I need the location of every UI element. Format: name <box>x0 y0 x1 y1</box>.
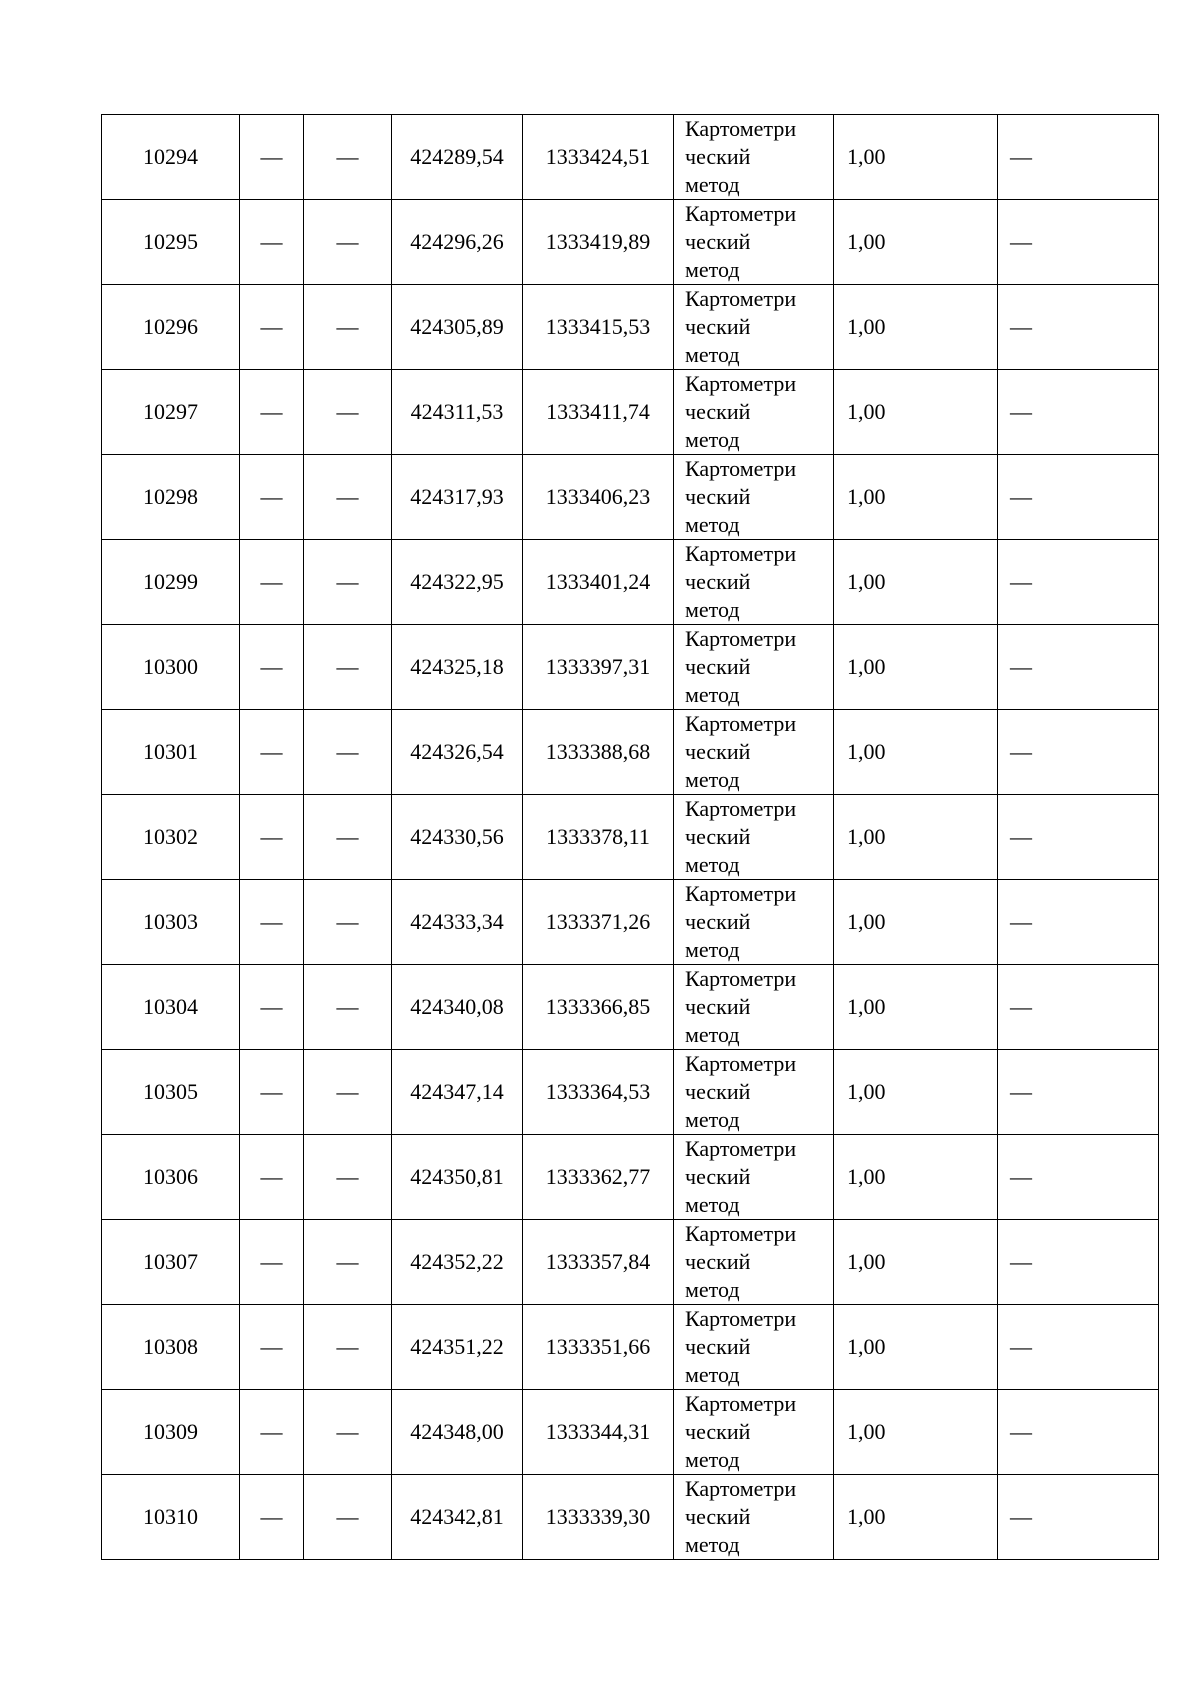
method-text-line: ческий <box>685 1504 751 1529</box>
point-number-cell: 10304 <box>102 965 240 1050</box>
table-row <box>102 880 1159 965</box>
method-text-line: ческий <box>685 569 751 594</box>
method-text-line: Картометри <box>685 456 797 481</box>
dash-cell: — <box>240 965 304 1050</box>
table-row <box>102 200 1159 285</box>
y-coordinate-cell: 1333411,74 <box>523 370 674 455</box>
dash-cell: — <box>240 455 304 540</box>
dash-cell: — <box>304 710 392 795</box>
method-cell <box>674 710 834 795</box>
dash-cell: — <box>998 1220 1159 1305</box>
dash-cell: — <box>304 370 392 455</box>
dash-cell: — <box>304 1475 392 1560</box>
point-number-cell: 10305 <box>102 1050 240 1135</box>
method-text-line: метод <box>685 597 740 622</box>
method-text-line: метод <box>685 937 740 962</box>
dash-cell: — <box>998 455 1159 540</box>
method-cell <box>674 285 834 370</box>
accuracy-cell: 1,00 <box>834 1135 998 1220</box>
method-text-line: метод <box>685 1447 740 1472</box>
dash-cell: — <box>998 200 1159 285</box>
x-coordinate-cell: 424351,22 <box>392 1305 523 1390</box>
dash-cell: — <box>998 115 1159 200</box>
method-text-line: ческий <box>685 314 751 339</box>
y-coordinate-cell: 1333371,26 <box>523 880 674 965</box>
x-coordinate-cell: 424317,93 <box>392 455 523 540</box>
x-coordinate-cell: 424311,53 <box>392 370 523 455</box>
dash-cell: — <box>304 1135 392 1220</box>
x-coordinate-cell: 424322,95 <box>392 540 523 625</box>
method-text-line: Картометри <box>685 116 797 141</box>
dash-cell: — <box>998 540 1159 625</box>
y-coordinate-cell: 1333339,30 <box>523 1475 674 1560</box>
x-coordinate-cell: 424342,81 <box>392 1475 523 1560</box>
accuracy-cell: 1,00 <box>834 285 998 370</box>
dash-cell: — <box>998 285 1159 370</box>
point-number-cell: 10308 <box>102 1305 240 1390</box>
table-row <box>102 455 1159 540</box>
accuracy-cell: 1,00 <box>834 455 998 540</box>
method-cell <box>674 1220 834 1305</box>
table-row <box>102 1135 1159 1220</box>
point-number-cell: 10302 <box>102 795 240 880</box>
dash-cell: — <box>304 1390 392 1475</box>
dash-cell: — <box>998 370 1159 455</box>
dash-cell: — <box>304 540 392 625</box>
y-coordinate-cell: 1333378,11 <box>523 795 674 880</box>
x-coordinate-cell: 424350,81 <box>392 1135 523 1220</box>
y-coordinate-cell: 1333415,53 <box>523 285 674 370</box>
dash-cell: — <box>240 285 304 370</box>
y-coordinate-cell: 1333357,84 <box>523 1220 674 1305</box>
dash-cell: — <box>998 965 1159 1050</box>
point-number-cell: 10303 <box>102 880 240 965</box>
method-text-line: ческий <box>685 739 751 764</box>
accuracy-cell: 1,00 <box>834 710 998 795</box>
table-row <box>102 1475 1159 1560</box>
method-text-line: метод <box>685 1192 740 1217</box>
method-text-line: Картометри <box>685 626 797 651</box>
dash-cell: — <box>240 710 304 795</box>
coordinates-table <box>101 114 1159 1560</box>
method-cell <box>674 625 834 710</box>
method-text-line: Картометри <box>685 1391 797 1416</box>
x-coordinate-cell: 424333,34 <box>392 880 523 965</box>
point-number-cell: 10299 <box>102 540 240 625</box>
point-number-cell: 10298 <box>102 455 240 540</box>
method-text-line: ческий <box>685 1334 751 1359</box>
method-text-line: метод <box>685 1022 740 1047</box>
x-coordinate-cell: 424330,56 <box>392 795 523 880</box>
method-cell <box>674 1475 834 1560</box>
table-row <box>102 370 1159 455</box>
method-text-line: Картометри <box>685 1136 797 1161</box>
method-text-line: ческий <box>685 994 751 1019</box>
y-coordinate-cell: 1333401,24 <box>523 540 674 625</box>
method-text-line: метод <box>685 512 740 537</box>
dash-cell: — <box>998 1475 1159 1560</box>
dash-cell: — <box>998 1305 1159 1390</box>
table-row <box>102 710 1159 795</box>
table-row <box>102 1305 1159 1390</box>
dash-cell: — <box>304 455 392 540</box>
method-text-line: ческий <box>685 824 751 849</box>
dash-cell: — <box>240 540 304 625</box>
method-text-line: метод <box>685 342 740 367</box>
method-text-line: Картометри <box>685 1476 797 1501</box>
method-text-line: метод <box>685 767 740 792</box>
dash-cell: — <box>240 1390 304 1475</box>
method-text-line: Картометри <box>685 1306 797 1331</box>
point-number-cell: 10294 <box>102 115 240 200</box>
dash-cell: — <box>998 795 1159 880</box>
dash-cell: — <box>998 625 1159 710</box>
table-body <box>102 115 1159 1560</box>
method-text-line: Картометри <box>685 881 797 906</box>
method-cell <box>674 1390 834 1475</box>
point-number-cell: 10307 <box>102 1220 240 1305</box>
point-number-cell: 10301 <box>102 710 240 795</box>
dash-cell: — <box>240 200 304 285</box>
method-cell <box>674 1135 834 1220</box>
dash-cell: — <box>998 1135 1159 1220</box>
method-text-line: ческий <box>685 1164 751 1189</box>
y-coordinate-cell: 1333388,68 <box>523 710 674 795</box>
method-text-line: метод <box>685 1107 740 1132</box>
method-text-line: ческий <box>685 484 751 509</box>
x-coordinate-cell: 424296,26 <box>392 200 523 285</box>
table-row <box>102 115 1159 200</box>
x-coordinate-cell: 424348,00 <box>392 1390 523 1475</box>
accuracy-cell: 1,00 <box>834 625 998 710</box>
dash-cell: — <box>998 710 1159 795</box>
method-text-line: ческий <box>685 229 751 254</box>
method-text-line: Картометри <box>685 711 797 736</box>
method-cell <box>674 540 834 625</box>
dash-cell: — <box>240 370 304 455</box>
table-row <box>102 1050 1159 1135</box>
method-text-line: Картометри <box>685 286 797 311</box>
dash-cell: — <box>304 1220 392 1305</box>
method-text-line: Картометри <box>685 1221 797 1246</box>
y-coordinate-cell: 1333397,31 <box>523 625 674 710</box>
accuracy-cell: 1,00 <box>834 115 998 200</box>
dash-cell: — <box>240 1135 304 1220</box>
dash-cell: — <box>998 1390 1159 1475</box>
table-row <box>102 285 1159 370</box>
dash-cell: — <box>240 1220 304 1305</box>
method-text-line: метод <box>685 1532 740 1557</box>
accuracy-cell: 1,00 <box>834 795 998 880</box>
y-coordinate-cell: 1333364,53 <box>523 1050 674 1135</box>
method-text-line: Картометри <box>685 201 797 226</box>
point-number-cell: 10300 <box>102 625 240 710</box>
accuracy-cell: 1,00 <box>834 965 998 1050</box>
table-row <box>102 625 1159 710</box>
method-text-line: ческий <box>685 399 751 424</box>
accuracy-cell: 1,00 <box>834 1305 998 1390</box>
method-text-line: Картометри <box>685 541 797 566</box>
method-text-line: метод <box>685 427 740 452</box>
accuracy-cell: 1,00 <box>834 880 998 965</box>
accuracy-cell: 1,00 <box>834 200 998 285</box>
method-text-line: ческий <box>685 1079 751 1104</box>
method-text-line: ческий <box>685 909 751 934</box>
dash-cell: — <box>304 115 392 200</box>
x-coordinate-cell: 424305,89 <box>392 285 523 370</box>
y-coordinate-cell: 1333351,66 <box>523 1305 674 1390</box>
method-cell <box>674 115 834 200</box>
accuracy-cell: 1,00 <box>834 1050 998 1135</box>
method-cell <box>674 1305 834 1390</box>
accuracy-cell: 1,00 <box>834 1220 998 1305</box>
table-row <box>102 1390 1159 1475</box>
point-number-cell: 10306 <box>102 1135 240 1220</box>
method-text-line: ческий <box>685 144 751 169</box>
dash-cell: — <box>304 965 392 1050</box>
table-row <box>102 540 1159 625</box>
y-coordinate-cell: 1333424,51 <box>523 115 674 200</box>
dash-cell: — <box>240 1305 304 1390</box>
x-coordinate-cell: 424340,08 <box>392 965 523 1050</box>
table-row <box>102 795 1159 880</box>
method-text-line: ческий <box>685 1419 751 1444</box>
table-row <box>102 1220 1159 1305</box>
method-cell <box>674 965 834 1050</box>
method-text-line: Картометри <box>685 966 797 991</box>
dash-cell: — <box>240 1050 304 1135</box>
accuracy-cell: 1,00 <box>834 1390 998 1475</box>
dash-cell: — <box>998 880 1159 965</box>
method-text-line: Картометри <box>685 796 797 821</box>
method-cell <box>674 880 834 965</box>
dash-cell: — <box>240 880 304 965</box>
method-text-line: метод <box>685 1277 740 1302</box>
point-number-cell: 10295 <box>102 200 240 285</box>
point-number-cell: 10297 <box>102 370 240 455</box>
dash-cell: — <box>998 1050 1159 1135</box>
dash-cell: — <box>240 625 304 710</box>
dash-cell: — <box>240 1475 304 1560</box>
accuracy-cell: 1,00 <box>834 1475 998 1560</box>
method-text-line: ческий <box>685 654 751 679</box>
method-text-line: метод <box>685 1362 740 1387</box>
method-text-line: Картометри <box>685 371 797 396</box>
y-coordinate-cell: 1333366,85 <box>523 965 674 1050</box>
method-cell <box>674 795 834 880</box>
x-coordinate-cell: 424347,14 <box>392 1050 523 1135</box>
point-number-cell: 10296 <box>102 285 240 370</box>
x-coordinate-cell: 424326,54 <box>392 710 523 795</box>
dash-cell: — <box>304 795 392 880</box>
method-text-line: Картометри <box>685 1051 797 1076</box>
method-cell <box>674 200 834 285</box>
accuracy-cell: 1,00 <box>834 370 998 455</box>
x-coordinate-cell: 424325,18 <box>392 625 523 710</box>
accuracy-cell: 1,00 <box>834 540 998 625</box>
point-number-cell: 10310 <box>102 1475 240 1560</box>
dash-cell: — <box>304 285 392 370</box>
y-coordinate-cell: 1333406,23 <box>523 455 674 540</box>
table-row <box>102 965 1159 1050</box>
dash-cell: — <box>240 115 304 200</box>
dash-cell: — <box>304 625 392 710</box>
x-coordinate-cell: 424352,22 <box>392 1220 523 1305</box>
method-text-line: метод <box>685 172 740 197</box>
dash-cell: — <box>304 880 392 965</box>
method-cell <box>674 370 834 455</box>
dash-cell: — <box>304 1305 392 1390</box>
y-coordinate-cell: 1333419,89 <box>523 200 674 285</box>
method-text-line: метод <box>685 852 740 877</box>
y-coordinate-cell: 1333362,77 <box>523 1135 674 1220</box>
dash-cell: — <box>304 1050 392 1135</box>
method-text-line: ческий <box>685 1249 751 1274</box>
point-number-cell: 10309 <box>102 1390 240 1475</box>
y-coordinate-cell: 1333344,31 <box>523 1390 674 1475</box>
method-cell <box>674 1050 834 1135</box>
method-cell <box>674 455 834 540</box>
dash-cell: — <box>304 200 392 285</box>
dash-cell: — <box>240 795 304 880</box>
x-coordinate-cell: 424289,54 <box>392 115 523 200</box>
method-text-line: метод <box>685 257 740 282</box>
method-text-line: метод <box>685 682 740 707</box>
